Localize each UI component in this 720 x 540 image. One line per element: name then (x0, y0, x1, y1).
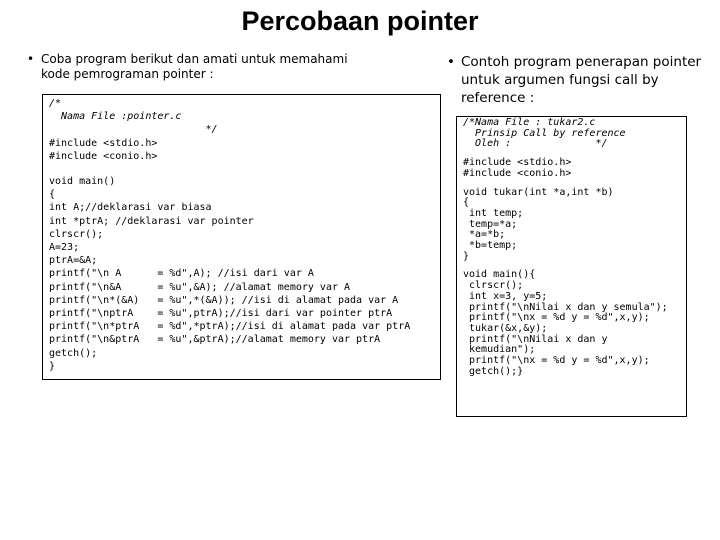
bullet-dot-icon: • (27, 52, 35, 66)
code-line: int temp; (463, 207, 524, 219)
code-line: ptrA=&A; (49, 255, 98, 267)
code-line: tukar(&x,&y); (463, 322, 548, 334)
code-line: /*Nama File : tukar2.c (463, 117, 596, 128)
code-line: */ (49, 124, 218, 136)
right-bullet-text: Contoh program penerapan pointer untuk argumen fungsi call by reference : (461, 54, 702, 106)
code-line: #include <conio.h> (463, 167, 572, 179)
left-bullet (27, 52, 357, 82)
code-line: printf("\nNilai x dan y (463, 333, 608, 345)
code-line: void main(){ (463, 269, 536, 281)
code-line: void main() (49, 176, 116, 188)
code-line: *a=*b; (463, 229, 506, 241)
code-line: printf("\n*ptrA = %d",*ptrA);//isi di alamat pada var ptrA (49, 321, 411, 333)
code-line: Prinsip Call by reference (463, 127, 626, 139)
code-line: clrscr(); (463, 280, 524, 292)
code-line: int x=3, y=5; (463, 290, 548, 302)
left-bullet-text: Coba program berikut dan amati untuk memahami kode pemrograman pointer : (41, 52, 348, 81)
code-line: printf("\n*(&A) = %u",*(&A)); //isi di alamat pada var A (49, 294, 399, 306)
right-bullet (447, 53, 717, 107)
bullet-dot-icon: • (447, 54, 455, 70)
left-code-box (42, 94, 441, 380)
code-line: getch(); (49, 347, 98, 359)
code-line: printf("\nx = %d y = %d",x,y); (463, 355, 650, 367)
code-line: temp=*a; (463, 218, 518, 230)
code-line: } (463, 250, 470, 262)
code-line: int *ptrA; //deklarasi var pointer (49, 215, 254, 227)
code-line: clrscr(); (49, 228, 104, 240)
code-line: void tukar(int *a,int *b) (463, 186, 614, 198)
code-line: #include <stdio.h> (463, 157, 572, 169)
code-gap (49, 163, 434, 175)
slide-title: Percobaan pointer (241, 6, 479, 36)
code-line: printf("\n A = %d",A); //isi dari var A (49, 268, 314, 280)
code-line: { (463, 197, 470, 209)
code-line: #include <stdio.h> (49, 137, 158, 149)
code-line: printf("\n&ptrA = %u",&ptrA);//alamat memory var ptrA (49, 334, 381, 346)
code-line: printf("\n&A = %u",&A); //alamat memory var A (49, 281, 351, 293)
code-line: printf("\nptrA = %u",ptrA);//isi dari var pointer ptrA (49, 308, 393, 320)
code-line: { (49, 189, 56, 201)
code-line: #include <conio.h> (49, 150, 158, 162)
code-line: kemudian"); (463, 344, 536, 356)
code-line: Nama File :pointer.c (49, 111, 182, 123)
code-line: int A;//deklarasi var biasa (49, 202, 212, 214)
code-line: printf("\nNilai x dan y semula"); (463, 301, 668, 313)
code-line: A=23; (49, 242, 80, 254)
code-line: printf("\nx = %d y = %d",x,y); (463, 312, 650, 324)
code-line: Oleh : */ (463, 138, 608, 150)
code-line: *b=temp; (463, 240, 518, 252)
code-line: } (49, 360, 56, 372)
right-code-box (456, 116, 687, 417)
code-line: /* (49, 98, 62, 109)
code-line: getch();} (463, 365, 524, 377)
